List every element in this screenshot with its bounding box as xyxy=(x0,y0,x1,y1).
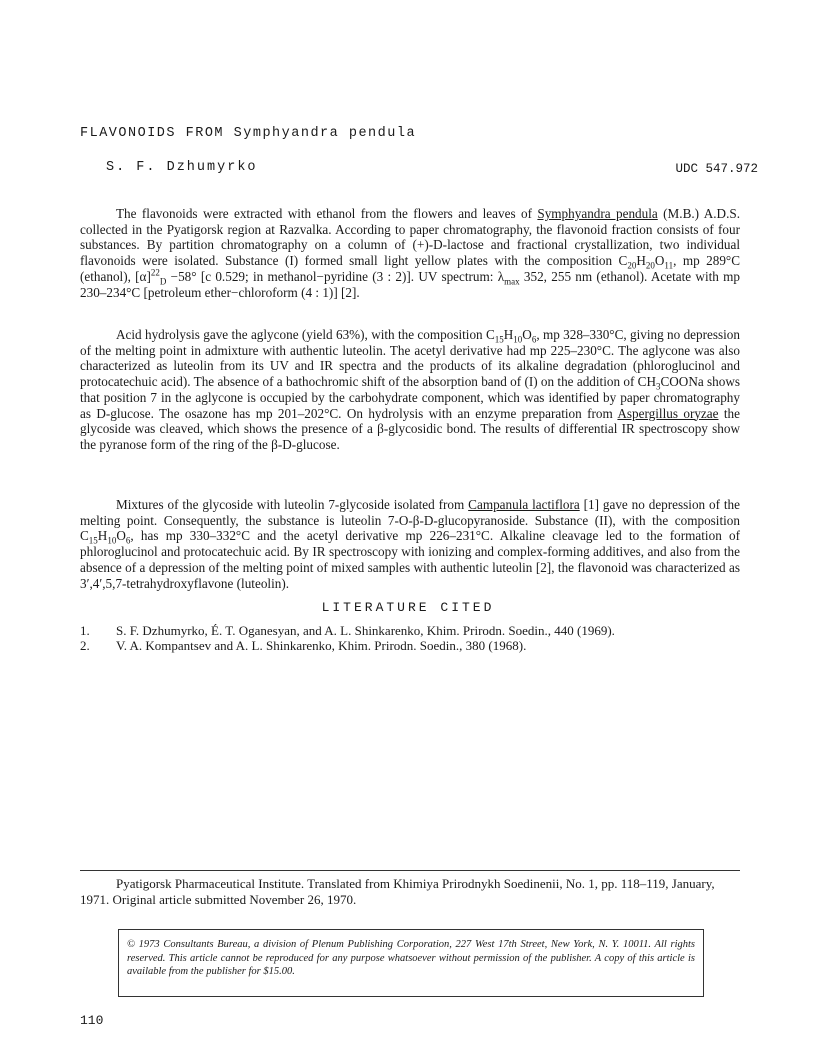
paragraph-1: The flavonoids were extracted with ethanol from the flowers and leaves of Symphyandra pendula (M.B.) A.D.S. collected in the Pyatigorsk region at Razvalka. According to paper chromatography, the flavonoid fraction consists of four substances. By partition chromatography on a column of (+)-D-lactose and fractional crystallization, two individual flavonoids were isolated. Substance (I) formed small light yellow plates with the composition $C_{20}H_{20}O_{11}$, mp 289°C (ethanol), $[\alpha]^{22}_D -58^\circ$ [c 0.529; in methanol−pyridine (3 : 2)]. UV spectrum: $\lambda_{max}$ 352, 255 nm (ethanol). Acetate with mp 230–234°C [petroleum ether−chloroform (4 : 1)] [2]. xyxy=(80,206,741,300)
author-name: S. F. Dzhumyrko xyxy=(106,160,258,175)
affiliation-note: Pyatigorsk Pharmaceutical Institute. Translated from Khimiya Prirodnykh Soedinenii, No. 1, pp. 118–119, January, 1971. Original article submitted November 26, 1970. xyxy=(80,876,715,907)
paragraph-3: Mixtures of the glycoside with luteolin 7-glycoside isolated from Campanula lactiflora [1] gave no depression of the melting point. Consequently, the substance is luteolin 7-O-β-D-glucopyranoside. Substance (II), with the composition $C_{15}H_{10}O_6$, has mp 330–332°C and the acetyl derivative mp 226–231°C. Alkaline cleavage led to the formation of phloroglucinol and protocatechuic acid. By IR spectroscopy with ionizing and complex-forming additives, and also from the absence of a depression of the melting point of mixed samples with authentic luteolin [2], the flavonoid was characterized as 3′,4′,5,7-tetrahydroxyflavone (luteolin). xyxy=(80,497,741,591)
article-title xyxy=(80,126,416,141)
title-species: Symphyandra pendula xyxy=(233,126,417,141)
species-name: Aspergillus oryzae xyxy=(617,405,719,421)
reference-item: 1. S. F. Dzhumyrko, É. T. Oganesyan, and A. L. Shinkarenko, Khim. Prirodn. Soedin., 440 (1969). xyxy=(80,623,615,638)
title-prefix: FLAVONOIDS FROM xyxy=(80,126,225,141)
footnote-rule xyxy=(80,870,740,871)
paragraph-2: Acid hydrolysis gave the aglycone (yield 63%), with the composition $C_{15}H_{10}O_6$, mp 328–330°C, giving no depression of the melting point in admixture with authentic luteolin. The acetyl derivative had mp 225–230°C. The aglycone was also characterized as luteolin from its UV and IR spectra and the products of its alkaline degradation (phloroglucinol and protocatechuic acid). The absence of a bathochromic shift of the absorption band of (I) on the addition of $CH_3COONa$ shows that position 7 in the aglycone is occupied by the carbohydrate component, which was identified by paper chromatography as D-glucose. The osazone has mp 201–202°C. On hydrolysis with an enzyme preparation from Aspergillus oryzae the glycoside was cleaved, which shows the presence of a β-glycosidic bond. The results of differential IR spectroscopy show the pyranose form of the ring of the β-D-glucose. xyxy=(80,327,740,452)
species-name: Campanula lactiflora xyxy=(468,497,580,512)
literature-heading: LITERATURE CITED xyxy=(321,600,495,615)
udc-code: UDC 547.972 xyxy=(675,162,758,176)
page-number: 110 xyxy=(80,1013,104,1028)
copyright-box: © 1973 Consultants Bureau, a division of Plenum Publishing Corporation, 227 West 17th Street, New York, N. Y. 10011. All rights reserved. This article cannot be reproduced for any purpose whatsoever without permission of the publisher. A copy of this article is available from the publisher for $15.00. xyxy=(118,929,704,997)
reference-item: 2. V. A. Kompantsev and A. L. Shinkarenko, Khim. Prirodn. Soedin., 380 (1968). xyxy=(80,638,527,653)
reference-list xyxy=(80,623,760,653)
species-name: Symphyandra pendula xyxy=(537,206,658,221)
